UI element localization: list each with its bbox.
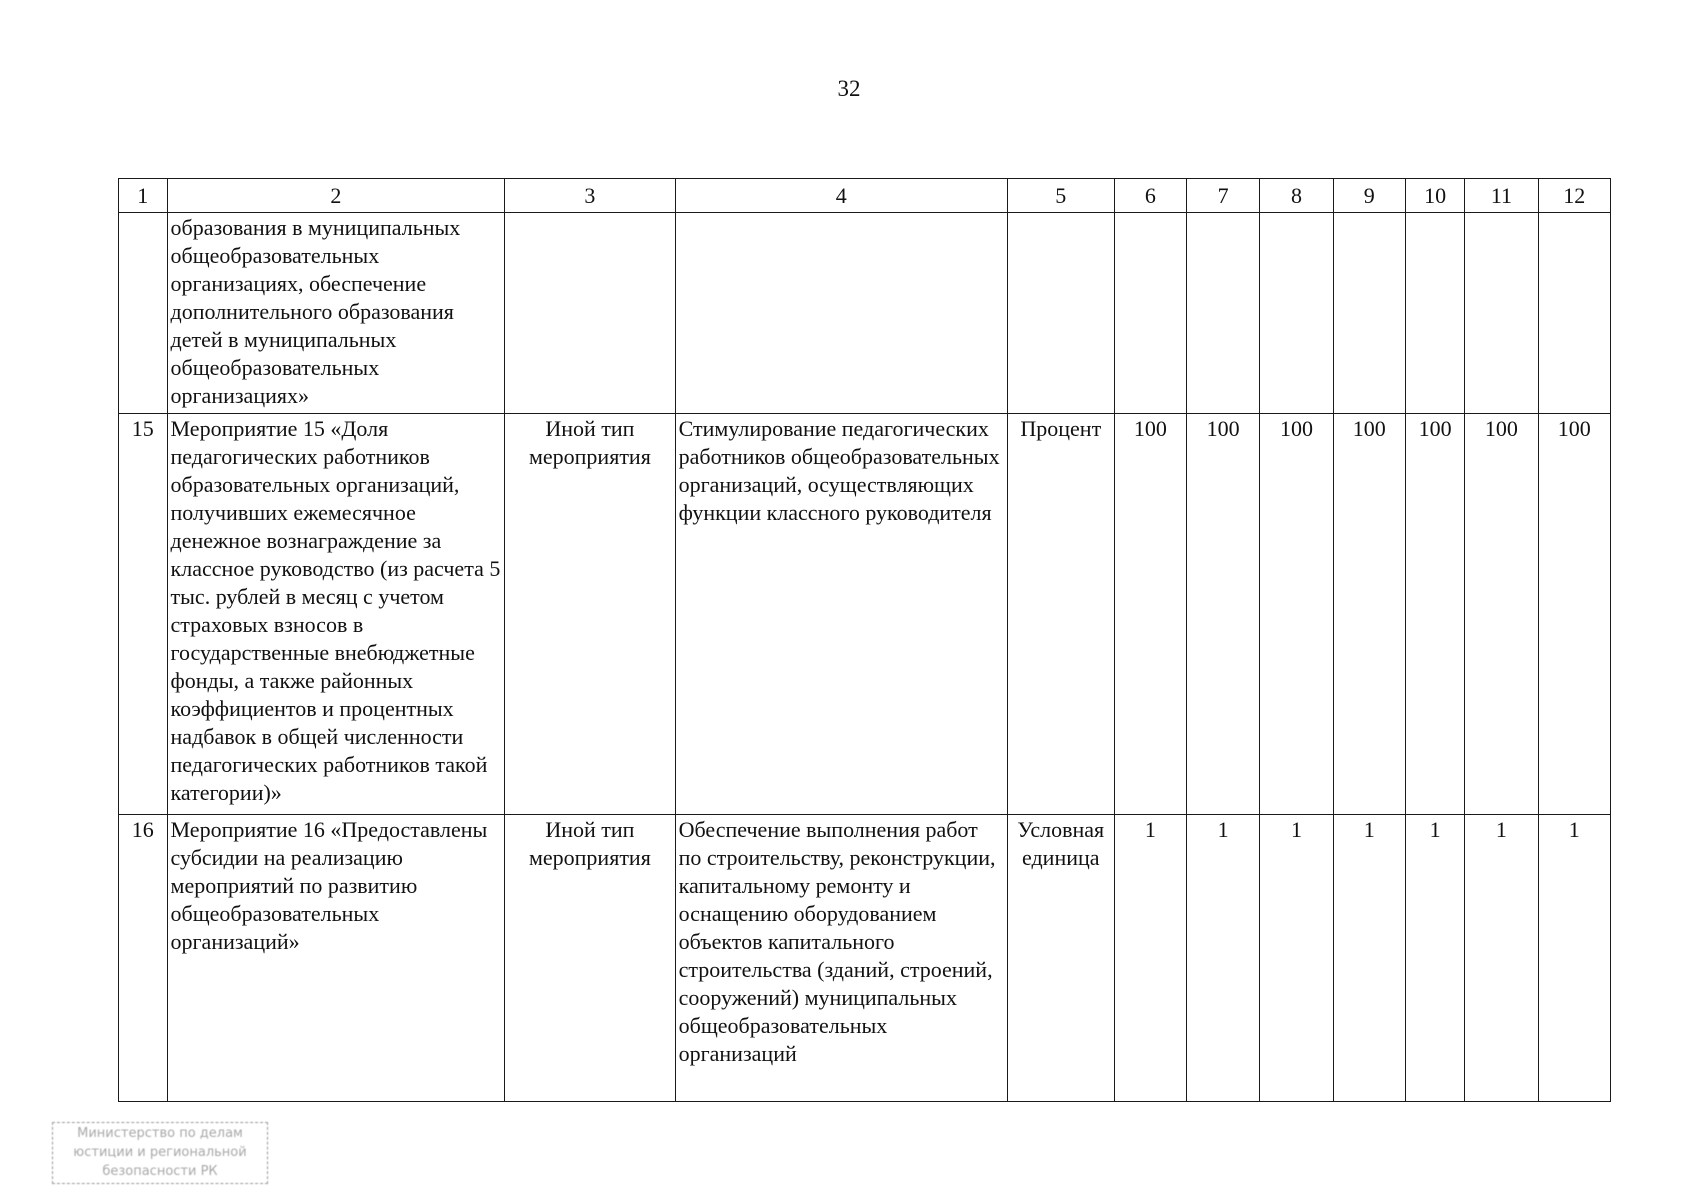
table-row-measure-15	[119, 414, 1611, 815]
unit: Условная единица	[1007, 815, 1114, 1102]
value-cell: 100	[1538, 414, 1610, 815]
stamp-line: юстиции и региональной	[73, 1145, 247, 1160]
value-cell: 1	[1465, 815, 1538, 1102]
column-header: 1	[119, 179, 168, 213]
column-header: 9	[1333, 179, 1405, 213]
registration-stamp	[52, 1122, 268, 1184]
value-cell: 1	[1114, 815, 1186, 1102]
program-measures-table	[118, 178, 1611, 1102]
value-cell: 100	[1405, 414, 1464, 815]
measure-name: Мероприятие 15 «Доля педагогических работников образовательных организаций, получивших ежемесячное денежное вознаграждение за классное руководство (из расчета 5 тыс. рублей в месяц с учетом страховых взносов в государственные внебюджетные фонды, а также районных коэффициентов и процентных надбавок в общей численности педагогических работников такой категории)»	[167, 414, 505, 815]
value-cell	[1405, 213, 1464, 414]
value-cell: 1	[1333, 815, 1405, 1102]
page-number: 32	[837, 76, 861, 101]
table-row-measure-16	[119, 815, 1611, 1102]
column-header: 10	[1405, 179, 1464, 213]
value-cell	[1114, 213, 1186, 414]
value-cell: 100	[1186, 414, 1259, 815]
value-cell	[1538, 213, 1610, 414]
measure-type: Иной тип мероприятия	[505, 414, 675, 815]
table-header-row	[119, 179, 1611, 213]
unit	[1007, 213, 1114, 414]
measure-description: Обеспечение выполнения работ по строительству, реконструкции, капитальному ремонту и оснащению оборудованием объектов капитального строительства (зданий, строений, сооружений) муниципальных общеобразовательных организаций	[675, 815, 1007, 1102]
column-header: 12	[1538, 179, 1610, 213]
value-cell: 100	[1333, 414, 1405, 815]
column-header: 7	[1186, 179, 1259, 213]
unit: Процент	[1007, 414, 1114, 815]
value-cell	[1186, 213, 1259, 414]
column-header: 3	[505, 179, 675, 213]
column-header: 11	[1465, 179, 1538, 213]
column-header: 5	[1007, 179, 1114, 213]
value-cell: 1	[1538, 815, 1610, 1102]
measure-name: Мероприятие 16 «Предоставлены субсидии на реализацию мероприятий по развитию общеобразовательных организаций»	[167, 815, 505, 1102]
measure-name: образования в муниципальных общеобразовательных организациях, обеспечение дополнительного образования детей в муниципальных общеобразовательных организациях»	[167, 213, 505, 414]
value-cell: 1	[1260, 815, 1333, 1102]
table-row-continuation	[119, 213, 1611, 414]
value-cell: 1	[1405, 815, 1464, 1102]
measure-type: Иной тип мероприятия	[505, 815, 675, 1102]
value-cell: 1	[1186, 815, 1259, 1102]
measure-description	[675, 213, 1007, 414]
measure-description: Стимулирование педагогических работников общеобразовательных организаций, осуществляющих функции классного руководителя	[675, 414, 1007, 815]
row-number: 15	[119, 414, 168, 815]
value-cell: 100	[1114, 414, 1186, 815]
value-cell	[1260, 213, 1333, 414]
value-cell	[1333, 213, 1405, 414]
column-header: 6	[1114, 179, 1186, 213]
value-cell: 100	[1260, 414, 1333, 815]
row-number	[119, 213, 168, 414]
value-cell: 100	[1465, 414, 1538, 815]
measure-type	[505, 213, 675, 414]
row-number: 16	[119, 815, 168, 1102]
stamp-line: безопасности РК	[102, 1164, 218, 1179]
stamp-line: Министерство по делам	[77, 1126, 243, 1141]
column-header: 4	[675, 179, 1007, 213]
column-header: 8	[1260, 179, 1333, 213]
value-cell	[1465, 213, 1538, 414]
column-header: 2	[167, 179, 505, 213]
